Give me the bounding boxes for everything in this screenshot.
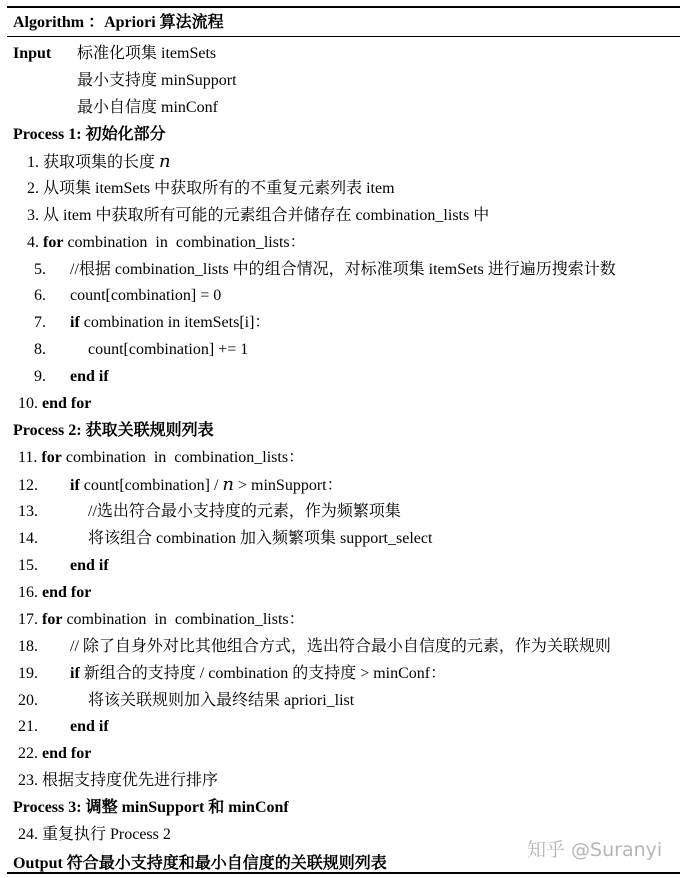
line-number: 15.: [18, 556, 38, 574]
code-line-1: [7, 149, 680, 176]
watermark: 知乎 @Suranyi: [527, 839, 663, 861]
line-number: 7.: [34, 314, 46, 332]
code-line-5: [7, 257, 680, 284]
line-number: 21.: [18, 718, 38, 736]
code-line-21: [7, 714, 680, 741]
loop-variable: combination: [67, 233, 148, 251]
process-2-label: Process 2:: [13, 422, 82, 440]
keyword-if: if: [70, 314, 80, 332]
condition: 新组合的支持度 / combination 的支持度 > minConf: [83, 664, 431, 682]
code-line-22: [7, 741, 680, 768]
keyword-for: for: [43, 233, 64, 251]
condition-part-a: count[combination] /: [83, 477, 223, 494]
keyword-in: in: [153, 449, 167, 467]
line-number: 5.: [34, 260, 46, 278]
keyword-end-for: end for: [42, 395, 92, 413]
loop-list: combination_lists: [174, 449, 289, 467]
process-1-heading: [7, 122, 680, 149]
line-number: 22.: [18, 745, 38, 763]
line-number: 12.: [18, 477, 38, 494]
line-number: 14.: [18, 529, 38, 547]
loop-variable: combination: [65, 449, 146, 467]
keyword-end-if: end if: [70, 718, 109, 736]
code-line-6: [7, 283, 680, 310]
input-item: 标准化项集 itemSets: [77, 45, 217, 62]
colon: ：: [288, 610, 305, 628]
code-line-3: [7, 203, 680, 230]
variable-n: n: [159, 150, 171, 172]
keyword-end-if: end if: [70, 368, 109, 386]
loop-list: combination_lists: [174, 610, 289, 628]
line-number: 1.: [27, 153, 39, 171]
line-number: 17.: [18, 610, 38, 628]
code-line-19: [7, 661, 680, 688]
code-line-4: [7, 230, 680, 257]
output-label: Output: [13, 855, 63, 873]
input-item: 最小自信度 minConf: [77, 98, 218, 116]
input-line-3: [7, 95, 680, 122]
loop-list: combination_lists: [175, 233, 290, 251]
line-text: 将该组合 combination 加入频繁项集 support_select: [88, 529, 433, 547]
line-number: 11.: [18, 449, 38, 467]
keyword-for: for: [41, 449, 62, 467]
line-text: 从 item 中获取所有可能的元素组合并储存在 combination_lists 中: [43, 206, 490, 224]
line-text: // 除了自身外对比其他组合方式，选出符合最小自信度的元素，作为关联规则: [70, 637, 611, 655]
code-line-15: [7, 553, 680, 580]
line-text: 从项集 itemSets 中获取所有的不重复元素列表 item: [43, 179, 395, 197]
code-line-23: [7, 768, 680, 795]
line-number: 9.: [34, 368, 46, 386]
process-3-title: 调整 minSupport 和 minConf: [85, 799, 289, 817]
algorithm-header: [7, 8, 680, 37]
condition: combination in itemSets[i]: [83, 314, 255, 332]
input-item: 最小支持度 minSupport: [77, 71, 237, 89]
line-number: 23.: [18, 772, 38, 790]
line-text: count[combination] += 1: [88, 341, 249, 359]
keyword-in: in: [155, 233, 168, 251]
line-number: 3.: [27, 206, 39, 224]
line-number: 10.: [18, 395, 38, 413]
keyword-in: in: [154, 610, 167, 628]
line-text: 将该关联规则加入最终结果 apriori_list: [88, 691, 355, 709]
algorithm-header-prefix: Algorithm ：Apriori: [13, 14, 160, 31]
colon: ：: [326, 477, 343, 494]
condition-part-b: > minSupport: [234, 477, 327, 494]
variable-n: n: [222, 474, 235, 495]
code-line-8: [7, 337, 680, 364]
output-text: 符合最小支持度和最小自信度的关联规则列表: [66, 855, 387, 873]
keyword-end-for: end for: [42, 745, 92, 763]
code-line-17: [7, 607, 680, 634]
line-text: 重复执行 Process 2: [42, 826, 171, 844]
line-number: 2.: [27, 179, 39, 197]
process-3-heading: [7, 795, 680, 822]
keyword-if: if: [70, 664, 80, 682]
line-number: 24.: [18, 826, 38, 844]
colon: ：: [430, 664, 447, 682]
process-1-label: Process 1:: [13, 125, 82, 143]
line-number: 8.: [34, 341, 46, 359]
process-2-title: 获取关联规则列表: [85, 422, 214, 440]
line-number: 18.: [18, 637, 38, 655]
algorithm-box: [7, 6, 680, 874]
line-text: 获取项集的长度: [43, 153, 156, 171]
code-line-10: [7, 391, 680, 418]
code-line-13: [7, 499, 680, 526]
input-line-1: [7, 41, 680, 68]
process-2-heading: [7, 418, 680, 445]
code-line-14: [7, 526, 680, 553]
code-line-12: [7, 472, 680, 499]
code-line-11: [7, 445, 680, 472]
line-text: 根据支持度优先进行排序: [42, 772, 219, 790]
keyword-end-for: end for: [42, 583, 92, 601]
colon: ：: [288, 449, 305, 467]
line-text: //选出符合最小支持度的元素，作为频繁项集: [88, 502, 401, 520]
keyword-for: for: [42, 610, 63, 628]
keyword-end-if: end if: [70, 556, 109, 574]
code-line-7: [7, 310, 680, 337]
line-number: 20.: [18, 691, 38, 709]
line-number: 16.: [18, 583, 38, 601]
line-text: count[combination] = 0: [70, 287, 222, 305]
process-3-label: Process 3:: [13, 799, 82, 817]
colon: ：: [254, 314, 271, 332]
input-line-2: [7, 68, 680, 95]
line-number: 4.: [27, 233, 39, 251]
code-line-16: [7, 580, 680, 607]
algorithm-body: [7, 37, 680, 878]
code-line-18: [7, 634, 680, 661]
algorithm-header-title: 算法流程: [159, 14, 224, 31]
loop-variable: combination: [66, 610, 147, 628]
input-label: Input: [13, 45, 52, 62]
code-line-2: [7, 176, 680, 203]
colon: ：: [289, 233, 306, 251]
process-1-title: 初始化部分: [85, 125, 166, 143]
line-number: 6.: [34, 287, 46, 305]
code-line-20: [7, 688, 680, 715]
code-line-9: [7, 364, 680, 391]
keyword-if: if: [70, 477, 80, 494]
line-number: 19.: [18, 664, 38, 682]
line-text: //根据 combination_lists 中的组合情况，对标准项集 itemSets 进行遍历搜索计数: [70, 260, 616, 278]
line-number: 13.: [18, 502, 38, 520]
